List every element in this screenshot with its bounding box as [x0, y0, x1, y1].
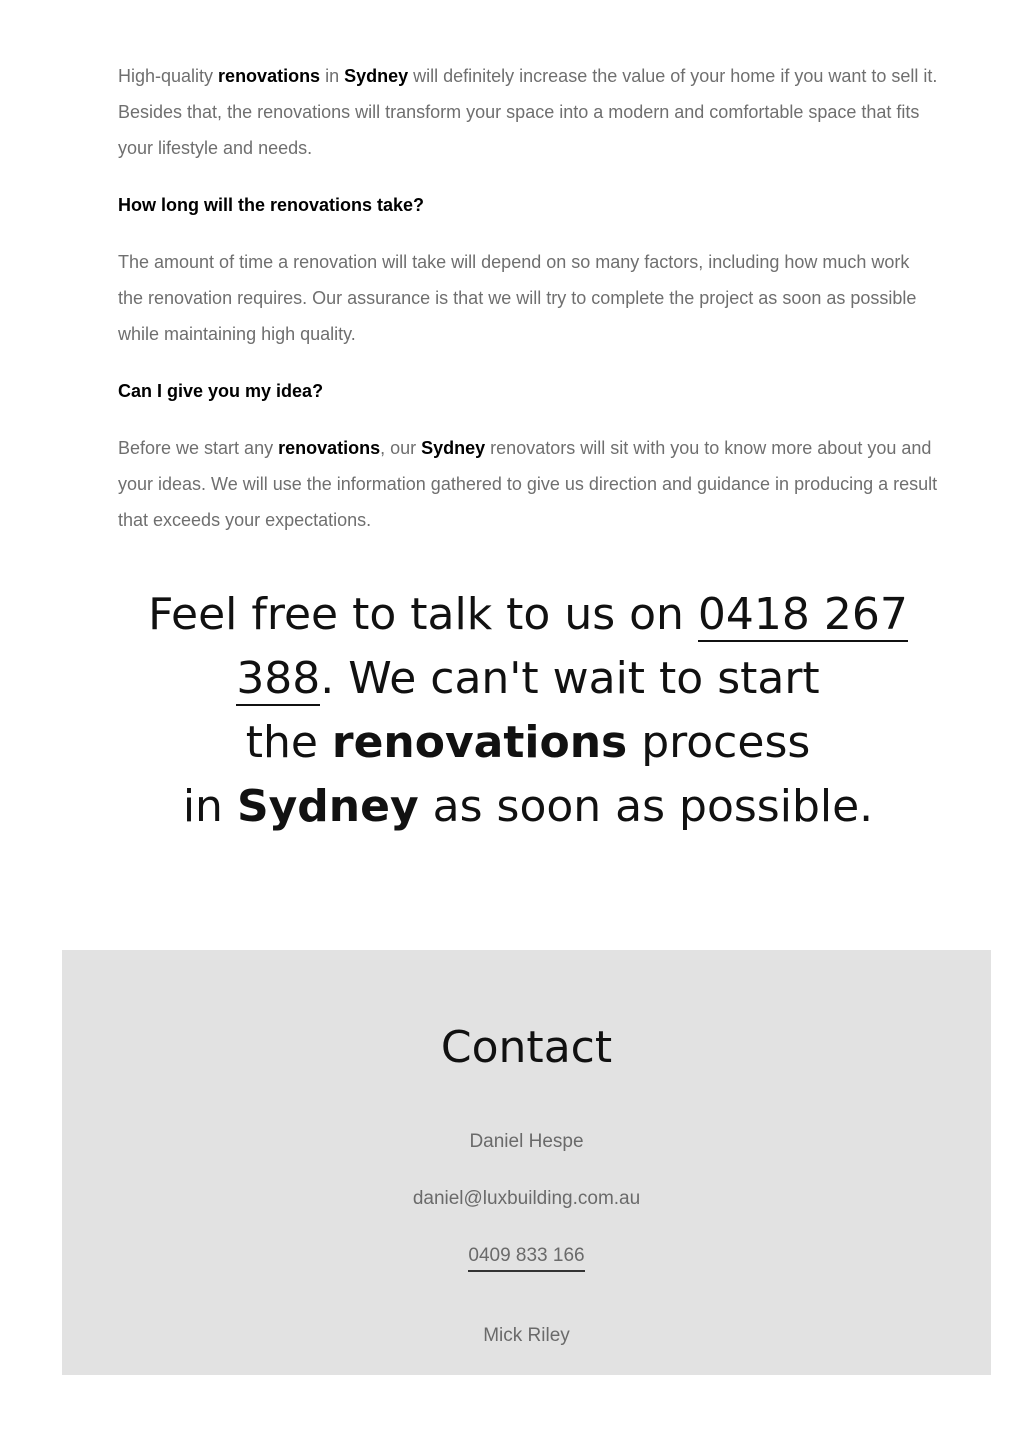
cta-line-4: [118, 775, 938, 839]
faq-question-idea: Can I give you my idea?: [118, 381, 324, 401]
idea-text-1: Before we start any: [118, 438, 279, 458]
cta-line-2: [118, 647, 938, 711]
contact-phone-row: [62, 1243, 991, 1269]
intro-text-1: High-quality: [118, 66, 219, 86]
cta-lead-text: Feel free to talk to us on: [148, 589, 698, 640]
call-to-action: [118, 583, 938, 839]
contact-email-daniel: daniel@luxbuilding.com.au: [412, 1188, 641, 1209]
cta-bold-renovations: renovations: [331, 717, 628, 768]
idea-text-3: renovators will sit with you to know more about you and your ideas. We will use the information gathered to give us direction and guidance in producing a result that exceeds your expectations.: [118, 438, 938, 530]
faq-question-duration: How long will the renovations take?: [118, 195, 425, 215]
cta-tail-text: as soon as possible.: [418, 781, 874, 832]
intro-text-2: in: [320, 66, 345, 86]
cta-phone-link-part1[interactable]: 0418 267: [697, 589, 908, 640]
intro-text-3: will definitely increase the value of your home if you want to sell it. Besides that, the renovations will transform your space into a modern and comfortable space that fits your lifestyle and needs.: [118, 66, 938, 158]
article-content: [118, 58, 938, 538]
cta-phone-link-part2[interactable]: 388: [236, 653, 321, 704]
cta-bold-sydney: Sydney: [236, 781, 419, 832]
cta-in-text: in: [182, 781, 237, 832]
intro-bold-sydney: Sydney: [344, 66, 409, 86]
cta-line-1: [118, 583, 938, 647]
idea-bold-renovations: renovations: [278, 438, 381, 458]
intro-bold-renovations: renovations: [218, 66, 321, 86]
faq-answer-duration: The amount of time a renovation will take will depend on so many factors, including how much work the renovation requires. Our assurance is that we will try to complete the project as soon as possible while maintaining high quality.: [118, 252, 917, 344]
cta-process-text: process: [627, 717, 811, 768]
idea-bold-sydney: Sydney: [421, 438, 486, 458]
intro-paragraph: [118, 58, 938, 166]
contact-name-daniel: Daniel Hespe: [469, 1131, 584, 1152]
cta-mid-text: . We can't wait to start: [320, 653, 820, 704]
cta-the-text: the: [245, 717, 332, 768]
cta-line-3: [118, 711, 938, 775]
idea-text-2: , our: [380, 438, 422, 458]
contact-section: [62, 950, 991, 1375]
contact-phone-link[interactable]: 0409 833 166: [468, 1245, 584, 1272]
contact-title: Contact: [440, 1022, 613, 1073]
faq-answer-idea: [118, 430, 938, 538]
contact-name-mick: Mick Riley: [483, 1325, 570, 1346]
